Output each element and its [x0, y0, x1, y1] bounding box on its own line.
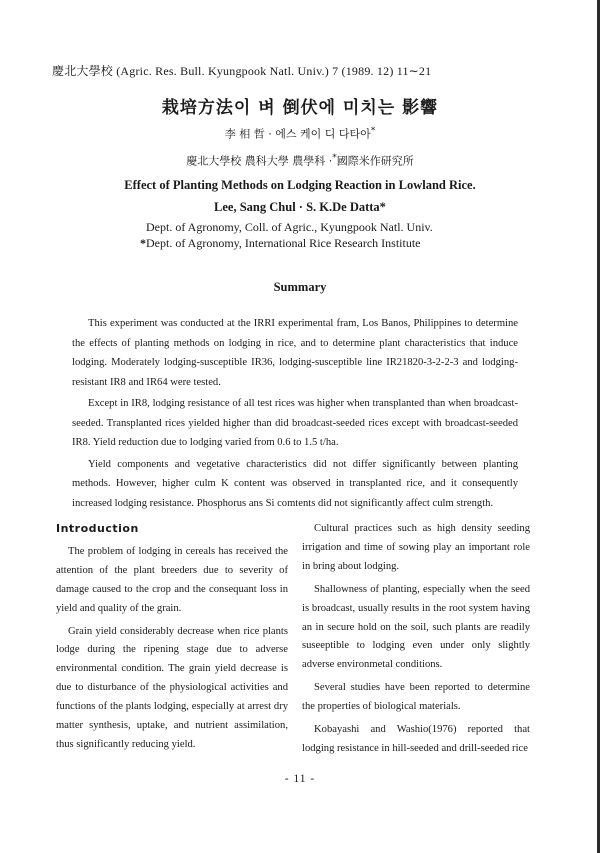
body-paragraph: The problem of lodging in cereals has received the attention of the plant breeders due to severity of damage caused to the crop and the consequant loss in yield and quality of the grain. — [56, 545, 288, 614]
korean-authors-mark: * — [370, 125, 376, 136]
english-authors: Lee, Sang Chul · S. K.De Datta* — [214, 200, 386, 214]
introduction-heading: Introduction — [56, 522, 139, 535]
korean-affiliation — [0, 152, 600, 169]
affiliation-2 — [140, 236, 420, 251]
korean-affiliation-mark: * — [332, 152, 337, 163]
summary-paragraph: This experiment was conducted at the IRRI experimental fram, Los Banos, Philippines to determine the effects of planting methods on lodging in rice, and to determine plant characteristics that induce lodging. Moderately lodging-susceptible IR36, lodging-susceptible line IR21820-3-2-2-3 and lodging-resistant IR8 and IR64 were tested. — [72, 318, 518, 388]
page-number: - 11 - — [284, 773, 316, 785]
korean-affiliation-1: 慶北大學校 農科大學 農學科 · — [186, 154, 333, 168]
body-paragraph: Several studies have been reported to determine the properties of biological materials. — [302, 682, 530, 713]
body-paragraph: Grain yield considerably decrease when rice plants lodge during the ripening stage due to adverse environmental condition. The grain yield decrease is due to disturbance of the physiological activities and functions of the plants lodging, especially at arrest dry matter synthesis, uptake, and nutrient assimilation, thus significantly reducing yield. — [56, 625, 288, 750]
affiliation-1: Dept. of Agronomy, Coll. of Agric., Kyungpook Natl. Univ. — [146, 220, 433, 234]
summary-paragraph: Yield components and vegetative characteristics did not differ significantly between planting methods. However, higher culm K content was observed in transplanted rice, and it consequently increased lodging resistance. Phosphorus ans Si comtents did not significantly affect culm strength. — [72, 458, 518, 509]
body-paragraph: Cultural practices such as high density seeding irrigation and time of sowing play an important role in bring about lodging. — [302, 523, 530, 572]
body-paragraph: Shallowness of planting, especially when the seed is broadcast, usually results in the root system having an in secure hold on the soil, such plants are readily suseeptible to lodging even under only slightly adverse environmetal conditions. — [302, 583, 530, 671]
korean-authors-text: 李 相 哲 · 에스 케이 디 다타아 — [224, 127, 371, 141]
korean-authors — [0, 125, 600, 142]
english-title: Effect of Planting Methods on Lodging Reaction in Lowland Rice. — [124, 178, 476, 192]
summary-paragraph: Except in IR8, lodging resistance of all test rices was higher when transplanted than when broadcast-seeded. Transplanted rices yielded higher than did broadcast-seeded rices except with broadcast-seeded IR8. Yield reduction due to lodging varied from 0.6 to 1.5 t/ha. — [72, 398, 518, 448]
body-paragraph: Kobayashi and Washio(1976) reported that lodging resistance in hill-seeded and drill-seeded rice — [302, 724, 530, 754]
summary-abstract — [72, 314, 518, 515]
left-column — [56, 520, 288, 759]
summary-heading: Summary — [273, 280, 327, 294]
journal-citation: 慶北大學校 (Agric. Res. Bull. Kyungpook Natl. Univ.) 7 (1989. 12) 11∼21 — [52, 64, 432, 78]
right-column — [302, 520, 530, 763]
affiliation-2-text: Dept. of Agronomy, International Rice Research Institute — [146, 236, 421, 250]
korean-affiliation-2: 國際米作研究所 — [336, 154, 414, 168]
korean-title: 栽培方法이 벼 倒伏에 미치는 影響 — [161, 98, 439, 118]
affiliation-2-mark: * — [140, 236, 146, 250]
